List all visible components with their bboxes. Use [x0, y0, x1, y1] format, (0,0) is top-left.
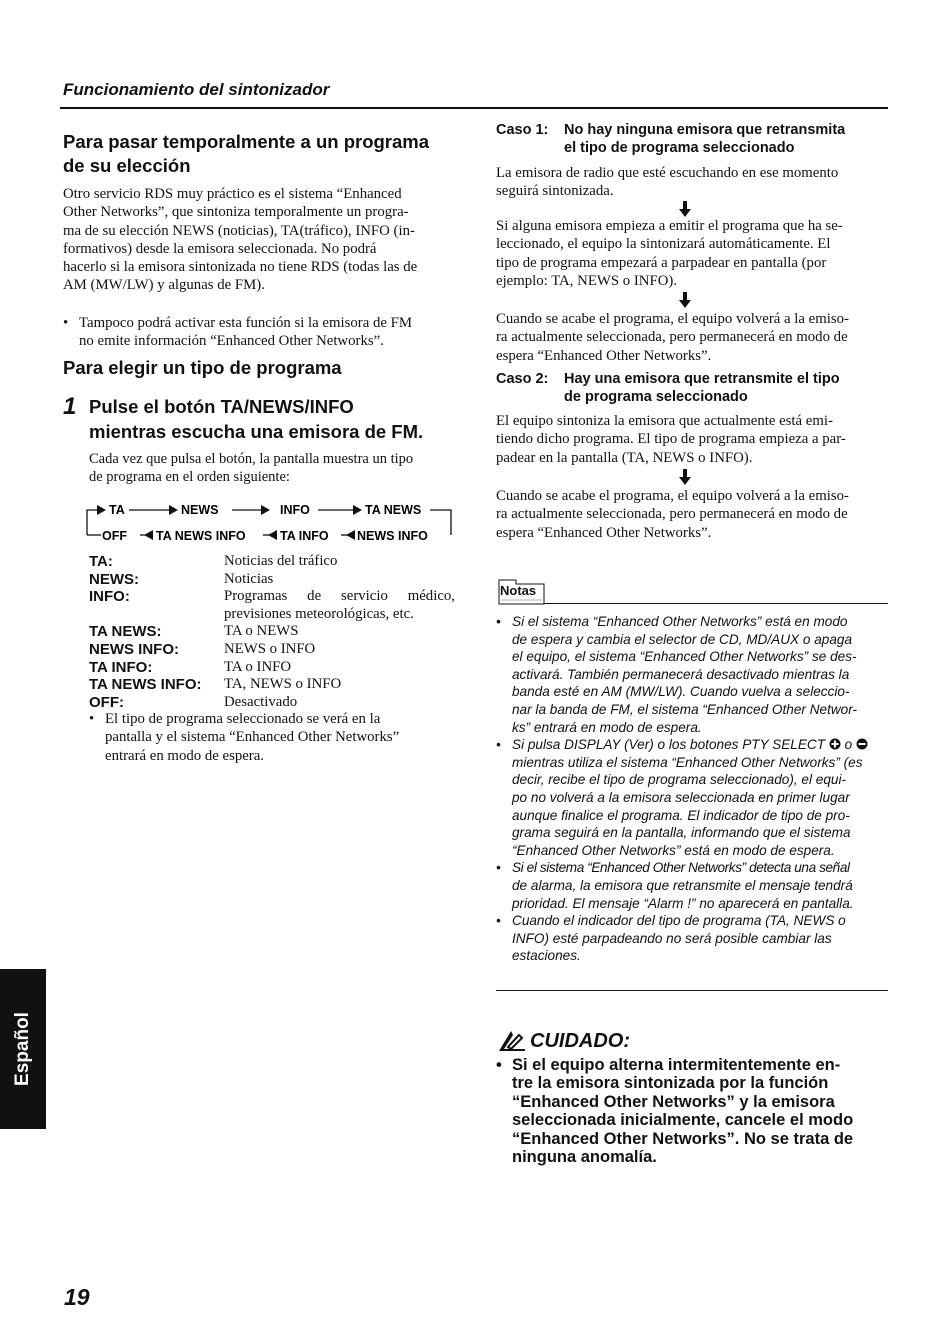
plus-circle-icon: [829, 738, 841, 750]
program-cycle-diagram: [85, 497, 460, 545]
definition-row: NEWS: Noticias: [89, 570, 274, 588]
flow-item: TA: [109, 503, 125, 517]
note-item: • Cuando el indicador del tipo de programa (TA, NEWS o INFO) esté parpadeando no será posible cambiar las estaciones.: [496, 913, 846, 964]
notas-title: Notas: [500, 583, 537, 598]
flow-item: OFF: [102, 529, 127, 543]
notas-bottom-rule: [496, 990, 888, 991]
step-number: 1: [63, 393, 77, 420]
flow-item: TA NEWS INFO: [156, 529, 246, 543]
definition-row: TA NEWS: TA o NEWS: [89, 623, 299, 641]
step-description: Cada vez que pulsa el botón, la pantalla muestra un tipo de programa en el orden siguiente:: [89, 451, 414, 486]
caso1-paragraph-2: Si alguna emisora empieza a emitir el programa que ha se- leccionado, el equipo la sintonizará automáticamente. El tipo de programa empezará a parpadear en pantalla (por ejemplo: TA, NEWS o INFO).: [496, 218, 843, 289]
section-paragraph: Otro servicio RDS muy práctico es el sistema “Enhanced Other Networks”, que sintoniza temporalmente un progra- ma de su elección NEWS (noticias), TA(tráfico), INFO (in- formativos) desde la emisora seleccionada. No podrá hacerlo si la emisora sintonizada no tiene RDS (todas las de AM (MW/LW) y algunas de FM).: [63, 186, 418, 294]
caso2-heading: Caso 2: Hay una emisora que retransmite el tipo de programa seleccionado: [496, 371, 840, 405]
notas-list: [496, 613, 888, 965]
section-title-tipo: Para elegir un tipo de programa: [63, 357, 342, 378]
caso1-paragraph-3: Cuando se acabe el programa, el equipo volverá a la emiso- ra actualmente seleccionada, pero permanecerá en modo de espera “Enhanced Other Networks”.: [496, 311, 849, 364]
caution-icon: [497, 1029, 527, 1053]
flow-item: TA NEWS: [365, 503, 422, 517]
caso1-paragraph-1: La emisora de radio que esté escuchando en ese momento seguirá sintonizada.: [496, 165, 839, 200]
header-rule: [60, 107, 888, 109]
flow-item: NEWS: [181, 503, 219, 517]
step-instruction: Pulse el botón TA/NEWS/INFO mientras escucha una emisora de FM.: [89, 396, 424, 442]
definition-row: INFO: Programas de servicio médico, previsiones meteorológicas, etc.: [89, 588, 455, 622]
notas-top-rule: [544, 603, 888, 604]
arrow-down-icon: [679, 201, 691, 217]
definition-row: TA INFO: TA o INFO: [89, 658, 292, 676]
caution-text: • Si el equipo alterna intermitentemente en- tre la emisora sintonizada por la función “Enhanced Other Networks” y la emisora seleccionada inicialmente, cancele el modo “Enhanced Other Networks”. No se trata de ninguna anomalía.: [496, 1056, 854, 1167]
note-item: • Si pulsa DISPLAY (Ver) o los botones PTY SELECT o mientras utiliza el sistema “Enhanced Other Networks” (es decir, recibe el tipo de programa seleccionado), el equi- po no volverá a la emisora seleccionada en primer lugar aunque finalice el programa. El indicador de tipo de pro- grama seguirá en la pantalla, informando que el sistema “Enhanced Other Networks” está en modo de espera.: [496, 736, 888, 859]
definition-row: TA NEWS INFO: TA, NEWS o INFO: [89, 676, 342, 694]
bullet-item: • El tipo de programa seleccionado se verá en la pantalla y el sistema “Enhanced Other Networks” entrará en modo de espera.: [89, 711, 400, 764]
section-header: Funcionamiento del sintonizador: [63, 80, 330, 99]
flow-item: NEWS INFO: [357, 529, 428, 543]
program-type-definitions: [89, 553, 455, 711]
caso2-paragraph-1: El equipo sintoniza la emisora que actualmente está emi- tiendo dicho programa. El tipo de programa empieza a par- padear en la pantalla (TA, NEWS o INFO).: [496, 413, 846, 466]
flow-item: INFO: [280, 503, 310, 517]
caution-title: CUIDADO:: [530, 1030, 630, 1052]
bullet-dot: •: [63, 315, 69, 331]
caso2-paragraph-2: Cuando se acabe el programa, el equipo volverá a la emiso- ra actualmente seleccionada, pero permanecerá en modo de espera “Enhanced Other Networks”.: [496, 488, 849, 541]
note-item: • Si el sistema “Enhanced Other Networks” está en modo de espera y cambia el selector de CD, MD/AUX o apaga el equipo, el sistema “Enhanced Other Networks” se des- activará. También permanecerá desactivado mientras la banda esté en AM (MW/LW). Cuando vuelva a seleccio- nar la banda de FM, el sistema “Enhanced Other Networ- ks” entrará en modo de espera.: [496, 614, 858, 735]
section-title-temporal: Para pasar temporalmente a un programa de su elección: [63, 131, 430, 176]
minus-circle-icon: [856, 738, 868, 750]
definition-row: NEWS INFO: NEWS o INFO: [89, 640, 316, 658]
arrow-down-icon: [679, 292, 691, 308]
flow-item: TA INFO: [280, 529, 329, 543]
note-item: • Si el sistema “Enhanced Other Networks” detecta una señal de alarma, la emisora que retransmite el mensaje tendrá prioridad. El mensaje “Alarm !” no aparecerá en pantalla.: [496, 860, 854, 911]
page-number: 19: [64, 1284, 90, 1310]
definition-row: OFF: Desactivado: [89, 693, 298, 711]
bullet-dot: •: [89, 711, 95, 727]
arrow-down-icon: [679, 469, 691, 485]
definition-row: TA: Noticias del tráfico: [89, 553, 338, 570]
bullet-item: • Tampoco podrá activar esta función si la emisora de FM no emite información “Enhanced Other Networks”.: [63, 315, 413, 350]
caso1-heading: Caso 1: No hay ninguna emisora que retransmita el tipo de programa seleccionado: [496, 122, 846, 156]
language-side-tab: Español: [0, 969, 46, 1129]
